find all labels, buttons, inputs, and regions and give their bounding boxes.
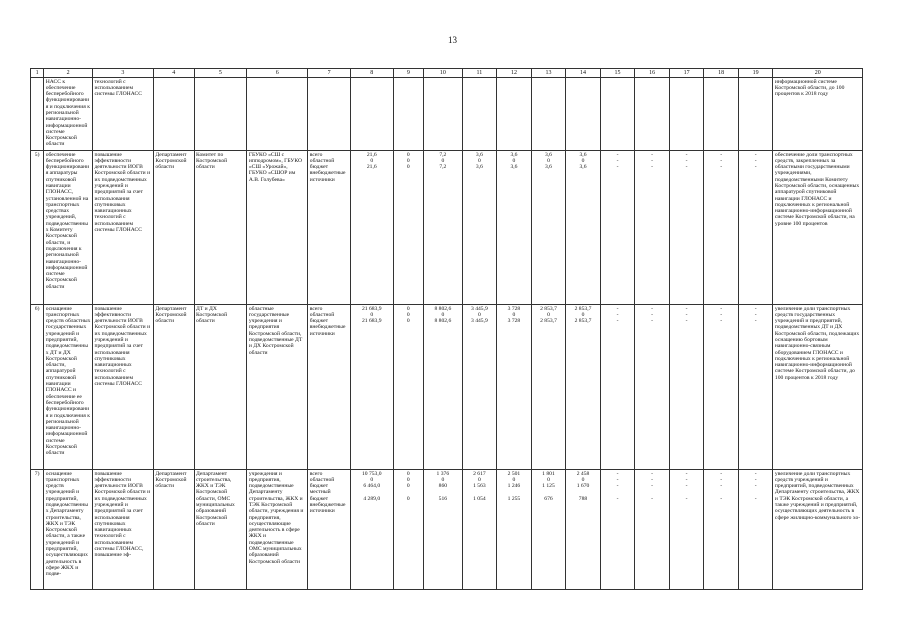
cell-line: - bbox=[754, 476, 757, 483]
cell-c4 bbox=[153, 78, 194, 151]
cell-line: - bbox=[616, 305, 619, 312]
page-number: 13 bbox=[448, 35, 457, 45]
table-row bbox=[31, 151, 863, 305]
cell-line: 0 bbox=[406, 496, 410, 503]
cell-c7 bbox=[308, 78, 351, 151]
cell-c6: областные государственные учреждения и предприятия Костромской области, подведомственные ДТ и ДХ Костромской области bbox=[247, 305, 308, 470]
cell-num bbox=[31, 78, 44, 151]
cell-c7 bbox=[308, 305, 351, 470]
cell-c9 bbox=[393, 305, 423, 470]
column-header-2: 2 bbox=[44, 69, 93, 78]
cell-c5 bbox=[194, 78, 247, 151]
cell-c6: учреждения и предприятия, подведомственные Департаменту строительства, ЖКХ и ТЭК Костромской области, учреждения и предприятия, осуществляющие деятельность в сфере ЖКХ и подведомственные ОМС муниципальных образований Костромской области bbox=[247, 470, 308, 590]
cell-line: - bbox=[754, 483, 757, 490]
column-header-9: 9 bbox=[393, 69, 423, 78]
cell-line: областной бюджет bbox=[309, 311, 335, 325]
column-header-3: 3 bbox=[92, 69, 153, 78]
cell-c17 bbox=[669, 305, 704, 470]
cell-line: - bbox=[685, 151, 688, 158]
cell-c17 bbox=[669, 470, 704, 590]
cell-c11 bbox=[462, 305, 497, 470]
cell-line: 3 728 bbox=[507, 318, 521, 325]
cell-line: 2 458 bbox=[576, 470, 590, 477]
cell-line: - bbox=[720, 151, 723, 158]
cell-c2: оснащение транспортных средств учреждений и предприятий, подведомственных Департаменту строительства, ЖКХ и ТЭК Костромской области, а также учреждений и предприятий, осуществляющих деятельность в сфере ЖКХ и подве- bbox=[44, 470, 93, 590]
cell-line: - bbox=[651, 151, 653, 158]
cell-c8 bbox=[350, 151, 393, 305]
cell-line: 3 728 bbox=[507, 305, 521, 312]
column-header-10: 10 bbox=[424, 69, 463, 78]
cell-line: - bbox=[651, 483, 653, 490]
column-header-14: 14 bbox=[566, 69, 601, 78]
cell-line: - bbox=[616, 483, 619, 490]
column-header-4: 4 bbox=[153, 69, 194, 78]
cell-num: 7) bbox=[31, 470, 44, 590]
cell-line: 2 853,7 bbox=[540, 318, 557, 325]
column-header-6: 6 bbox=[247, 69, 308, 78]
cell-c6 bbox=[247, 78, 308, 151]
cell-line: всего bbox=[309, 470, 323, 477]
cell-c16 bbox=[635, 78, 670, 151]
cell-line: - bbox=[685, 476, 688, 483]
cell-c13 bbox=[531, 151, 566, 305]
cell-line: - bbox=[720, 476, 723, 483]
cell-c11 bbox=[462, 78, 497, 151]
cell-c20: увеличение доли транспортных средств учреждений и предприятий, подведомственных Департаменту строительства, ЖКХ и ТЭК Костромской области, а также учреждений и предприятий, осуществляющих деятельность в сфере жилищно-коммунального хо- bbox=[773, 470, 863, 590]
cell-line: 8 802,6 bbox=[434, 305, 452, 312]
column-header-15: 15 bbox=[600, 69, 635, 78]
cell-line: 788 bbox=[578, 496, 588, 503]
column-header-17: 17 bbox=[669, 69, 704, 78]
table-row bbox=[31, 305, 863, 470]
cell-num: 6) bbox=[31, 305, 44, 470]
column-header-20: 20 bbox=[773, 69, 863, 78]
cell-c9 bbox=[393, 470, 423, 590]
cell-line: 3,6 bbox=[510, 151, 518, 158]
cell-line: - bbox=[754, 305, 757, 312]
cell-c8 bbox=[350, 78, 393, 151]
cell-c16 bbox=[635, 151, 670, 305]
cell-line: 0 bbox=[581, 157, 585, 164]
cell-line: 1 801 bbox=[542, 470, 555, 477]
cell-line: - bbox=[754, 318, 757, 325]
cell-c15 bbox=[600, 78, 635, 151]
cell-c5: ДТ и ДХ Костромской области bbox=[194, 305, 247, 470]
cell-c16 bbox=[635, 305, 670, 470]
column-header-13: 13 bbox=[531, 69, 566, 78]
cell-c18 bbox=[704, 305, 739, 470]
cell-line: - bbox=[685, 470, 688, 477]
cell-line: - bbox=[616, 496, 619, 503]
cell-line: 3,6 bbox=[544, 164, 552, 171]
cell-c9 bbox=[393, 78, 423, 151]
cell-c10 bbox=[424, 470, 463, 590]
cell-line: 516 bbox=[438, 496, 448, 503]
cell-num: 5) bbox=[31, 151, 44, 305]
cell-line: 21 683,9 bbox=[361, 318, 382, 325]
cell-c13 bbox=[531, 305, 566, 470]
cell-line: 7,2 bbox=[439, 151, 447, 158]
cell-line: внебюджетные источники bbox=[309, 324, 346, 337]
cell-line: 0 bbox=[478, 476, 481, 483]
cell-c2: обеспечение бесперебойного функционирования аппаратуры спутниковой навигации ГЛОНАСС, установленной на транспортных средствах учреждений, подведомственных Комитету Костромской области, и подключения к региональной навигационно-информационной системе Костромской области bbox=[44, 151, 93, 305]
cell-c12 bbox=[497, 151, 532, 305]
cell-line: 1 125 bbox=[542, 483, 555, 490]
cell-c3: повышение эффективности деятельности ИОГВ Костромской области и их подведомственных учреждений и предприятий за счет использования спутниковых навигационных технологий с использованием системы ГЛОНАСС bbox=[92, 305, 153, 470]
cell-line: 3,6 bbox=[579, 151, 587, 158]
cell-c8 bbox=[350, 305, 393, 470]
cell-c12 bbox=[497, 470, 532, 590]
cell-line: - bbox=[720, 157, 723, 164]
cell-line: всего bbox=[309, 151, 323, 158]
cell-line: 860 bbox=[438, 483, 448, 490]
cell-c19 bbox=[738, 470, 773, 590]
column-header-5: 5 bbox=[194, 69, 247, 78]
cell-line: 1 255 bbox=[507, 496, 521, 503]
cell-line: 21,6 bbox=[366, 151, 377, 158]
cell-line: - bbox=[651, 164, 653, 171]
cell-line: 1 670 bbox=[576, 483, 590, 490]
column-header-16: 16 bbox=[635, 69, 670, 78]
cell-line: 2 853,7 bbox=[574, 318, 592, 325]
column-header-7: 7 bbox=[308, 69, 351, 78]
cell-c20: увеличение доли транспортных средств государственных учреждений и предприятий, подведомственных ДТ и ДХ Костромской области, подлежащих оснащению бортовым навигационно-связным оборудованием ГЛОНАСС и подключенных к региональной навигационно-информационной системе Костромской области, до 100 процентов к 2018 году bbox=[773, 305, 863, 470]
cell-line: - bbox=[616, 164, 619, 171]
cell-line: - bbox=[720, 496, 723, 503]
cell-line: 10 753,0 bbox=[361, 470, 382, 477]
cell-line: 3 445,9 bbox=[471, 318, 488, 325]
cell-line: 0 bbox=[370, 476, 374, 483]
cell-line: - bbox=[754, 470, 757, 477]
cell-line: 0 bbox=[547, 157, 550, 164]
cell-line: областной бюджет bbox=[309, 157, 335, 171]
cell-line: 0 bbox=[512, 476, 516, 483]
cell-c6: ГБУКО «СШ с ипподромом», ГБУКО «СШ «Урожай», ГБУКО «СШОР им А.В. Голубева» bbox=[247, 151, 308, 305]
cell-line: 1 246 bbox=[507, 483, 521, 490]
cell-line: - bbox=[651, 476, 653, 483]
cell-c10 bbox=[424, 151, 463, 305]
cell-line: 1 563 bbox=[473, 483, 486, 490]
cell-line: - bbox=[720, 470, 723, 477]
cell-c3: повышение эффективности деятельности ИОГВ Костромской области и их подведомственных учреждений и предприятий за счет использования спутниковых навигационных технологий с использованием системы ГЛОНАСС bbox=[92, 151, 153, 305]
cell-line: - bbox=[685, 157, 688, 164]
cell-line: 2 853,7 bbox=[574, 305, 592, 312]
cell-c5: Комитет по Костромской области bbox=[194, 151, 247, 305]
cell-line: 3,6 bbox=[475, 151, 483, 158]
cell-line: 2 501 bbox=[507, 470, 521, 477]
cell-c10 bbox=[424, 78, 463, 151]
cell-line: 2 617 bbox=[473, 470, 486, 477]
cell-c15 bbox=[600, 470, 635, 590]
cell-line: - bbox=[685, 483, 688, 490]
cell-c20: информационной системе Костромской области, до 100 процентов к 2018 году bbox=[773, 78, 863, 151]
cell-c5: Департамент строительства, ЖКХ и ТЭК Костромской области, ОМС муниципальных образований Костромской области bbox=[194, 470, 247, 590]
cell-line: 6 464,0 bbox=[363, 483, 381, 490]
cell-line: 0 bbox=[406, 151, 410, 158]
cell-line: - bbox=[685, 496, 688, 503]
column-header-18: 18 bbox=[704, 69, 739, 78]
cell-line: - bbox=[685, 318, 688, 325]
cell-c2: НАСС к обеспечение бесперебойного функционирования и подключения к региональной навигационно-информационной системе Костромской области bbox=[44, 78, 93, 151]
cell-line: - bbox=[616, 151, 619, 158]
cell-c15 bbox=[600, 305, 635, 470]
cell-line: 1 376 bbox=[436, 470, 450, 477]
cell-line: 0 bbox=[406, 476, 410, 483]
cell-line: - bbox=[754, 164, 757, 171]
cell-line: - bbox=[720, 305, 723, 312]
table-row bbox=[31, 470, 863, 590]
cell-line: 0 bbox=[547, 476, 550, 483]
cell-c17 bbox=[669, 78, 704, 151]
cell-c3: технологий с использованием системы ГЛОНАСС bbox=[92, 78, 153, 151]
cell-line: 1 054 bbox=[473, 496, 486, 503]
cell-line: - bbox=[651, 318, 653, 325]
cell-c14 bbox=[566, 151, 601, 305]
cell-line: - bbox=[685, 305, 688, 312]
cell-c14 bbox=[566, 305, 601, 470]
column-header-1: 1 bbox=[31, 69, 44, 78]
cell-line: 0 bbox=[406, 157, 410, 164]
cell-line: - bbox=[685, 164, 688, 171]
cell-line: 0 bbox=[406, 318, 410, 325]
cell-line: - bbox=[616, 476, 619, 483]
cell-line: 4 289,0 bbox=[363, 496, 381, 503]
cell-line: 0 bbox=[512, 311, 516, 318]
cell-line: - bbox=[616, 311, 619, 318]
cell-line: - bbox=[651, 470, 653, 477]
cell-c12 bbox=[497, 305, 532, 470]
cell-line: 21,6 bbox=[366, 164, 377, 171]
cell-line: - bbox=[616, 470, 619, 477]
cell-c7 bbox=[308, 470, 351, 590]
cell-line: 0 bbox=[581, 476, 585, 483]
cell-line: 3,6 bbox=[544, 151, 552, 158]
cell-c13 bbox=[531, 470, 566, 590]
cell-line: местный бюджет bbox=[309, 489, 331, 502]
cell-c17 bbox=[669, 151, 704, 305]
cell-line: 2 853,7 bbox=[540, 305, 557, 312]
cell-line: 0 bbox=[370, 311, 374, 318]
cell-c16 bbox=[635, 470, 670, 590]
cell-line: 0 bbox=[406, 483, 410, 490]
cell-c19 bbox=[738, 151, 773, 305]
column-header-11: 11 bbox=[462, 69, 497, 78]
cell-c18 bbox=[704, 470, 739, 590]
cell-c14 bbox=[566, 470, 601, 590]
cell-line: 0 bbox=[581, 311, 585, 318]
cell-c4: Департамент Костромской области bbox=[153, 305, 194, 470]
cell-c11 bbox=[462, 470, 497, 590]
table-header-row bbox=[31, 69, 863, 78]
cell-c15 bbox=[600, 151, 635, 305]
cell-line: - bbox=[720, 311, 723, 318]
cell-line: 0 bbox=[547, 311, 550, 318]
cell-line: - bbox=[685, 311, 688, 318]
cell-line: 0 bbox=[370, 157, 374, 164]
cell-line: - bbox=[651, 157, 653, 164]
cell-c13 bbox=[531, 78, 566, 151]
cell-line: - bbox=[651, 311, 653, 318]
cell-line: 3,6 bbox=[579, 164, 587, 171]
cell-c4: Департамент Костромской области bbox=[153, 151, 194, 305]
cell-line: - bbox=[754, 157, 757, 164]
cell-line: - bbox=[720, 483, 723, 490]
cell-c19 bbox=[738, 305, 773, 470]
cell-line: 21 683,9 bbox=[361, 305, 382, 312]
cell-line: 0 bbox=[478, 157, 481, 164]
column-header-19: 19 bbox=[738, 69, 773, 78]
cell-line: 0 bbox=[406, 305, 410, 312]
cell-line: 0 bbox=[478, 311, 481, 318]
cell-line: 676 bbox=[544, 496, 553, 503]
cell-c10 bbox=[424, 305, 463, 470]
cell-line: 0 bbox=[441, 157, 445, 164]
cell-c7 bbox=[308, 151, 351, 305]
cell-line: - bbox=[616, 318, 619, 325]
cell-line: - bbox=[616, 157, 619, 164]
cell-line: 0 bbox=[406, 470, 410, 477]
cell-line: - bbox=[651, 496, 653, 503]
column-header-8: 8 bbox=[350, 69, 393, 78]
cell-c18 bbox=[704, 151, 739, 305]
cell-c18 bbox=[704, 78, 739, 151]
column-header-12: 12 bbox=[497, 69, 532, 78]
cell-line: 0 bbox=[441, 311, 445, 318]
cell-line: 8 802,6 bbox=[434, 318, 452, 325]
cell-c3: повышение эффективности деятельности ИОГВ Костромской области и их подведомственных учреждений и предприятий за счет использования спутниковых навигационных технологий с использованием системы ГЛОНАСС, повышение эф- bbox=[92, 470, 153, 590]
cell-line: - bbox=[651, 305, 653, 312]
cell-line: - bbox=[720, 318, 723, 325]
cell-line: 3 445,9 bbox=[471, 305, 488, 312]
cell-line: 0 bbox=[406, 311, 410, 318]
cell-line: - bbox=[754, 311, 757, 318]
cell-line: областной бюджет bbox=[309, 476, 335, 490]
cell-line: - bbox=[754, 496, 757, 503]
cell-line: - bbox=[720, 164, 723, 171]
cell-c9 bbox=[393, 151, 423, 305]
table-row bbox=[31, 78, 863, 151]
cell-line: 0 bbox=[512, 157, 516, 164]
cell-line: всего bbox=[309, 305, 323, 312]
cell-line: 0 bbox=[441, 476, 445, 483]
cell-c12 bbox=[497, 78, 532, 151]
cell-line: 3,6 bbox=[510, 164, 518, 171]
cell-line: 0 bbox=[406, 164, 410, 171]
cell-line: внебюджетные источники bbox=[309, 501, 346, 515]
cell-c2: оснащение транспортных средств областных государственных учреждений и предприятий, подведомственных ДТ и ДХ Костромской области, аппаратурой спутниковой навигации ГЛОНАСС и обеспечение ее бесперебойного функционирования и подключения к региональной навигационно-информационной системе Костромской области bbox=[44, 305, 93, 470]
cell-c14 bbox=[566, 78, 601, 151]
cell-c20: обеспечение доли транспортных средств, закрепленных за областными государственными учреждениями, подведомственными Комитету Костромской области, оснащенных аппаратурой спутниковой навигации ГЛОНАСС и подключенных к региональной навигационно-информационной системе Костромской области, на уровне 100 процентов bbox=[773, 151, 863, 305]
cell-c4: Департамент Костромской области bbox=[153, 470, 194, 590]
cell-c8 bbox=[350, 470, 393, 590]
cell-line: - bbox=[754, 151, 757, 158]
program-table bbox=[30, 68, 863, 590]
cell-line: 3,6 bbox=[475, 164, 483, 171]
cell-line: внебюджетные источники bbox=[309, 170, 346, 183]
cell-line: 7,2 bbox=[439, 164, 447, 171]
cell-c19 bbox=[738, 78, 773, 151]
cell-c11 bbox=[462, 151, 497, 305]
